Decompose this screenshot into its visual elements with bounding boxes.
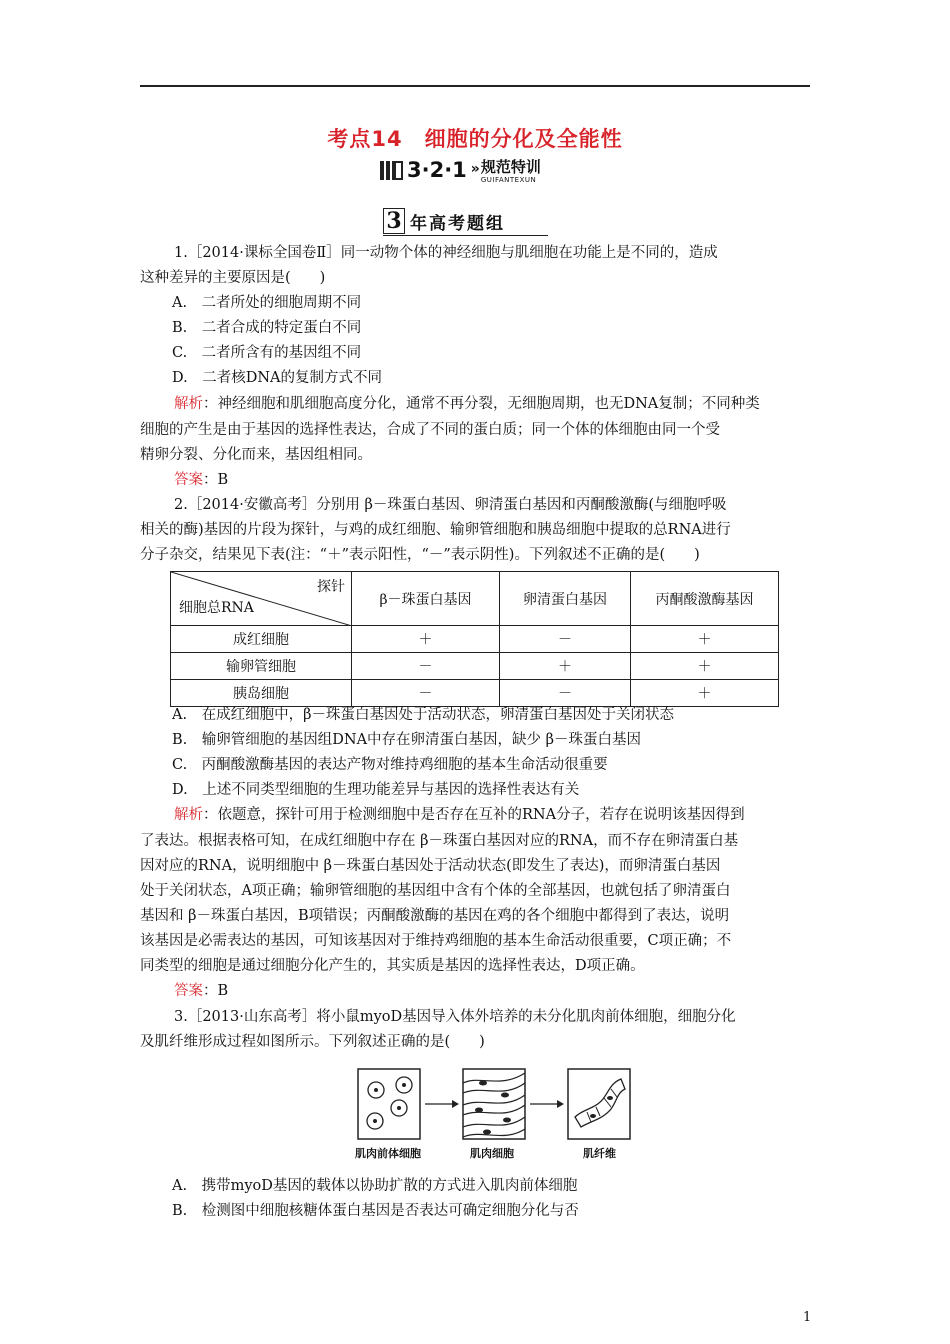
table-row: [171, 626, 779, 653]
figure-caption: 肌肉前体细胞: [355, 1147, 421, 1160]
q3-line: 及肌纤维形成过程如图所示。下列叙述正确的是( ): [140, 1034, 485, 1050]
differentiation-figure: [355, 1065, 635, 1165]
q2-answer: [174, 981, 844, 1001]
q1-option-d: D. 二者核DNA的复制方式不同: [172, 370, 383, 386]
analysis-label: 解析: [174, 807, 203, 823]
q2-line: 分子杂交，结果见下表(注：“＋”表示阳性，“－”表示阴性)。下列叙述不正确的是( ): [140, 547, 700, 563]
muscle-fiber-panel: [568, 1069, 630, 1139]
table-header: β－珠蛋白基因: [352, 572, 500, 626]
table-cell: ＋: [631, 653, 779, 680]
banner-pinyin: GUIFANTEXUN: [480, 176, 537, 184]
section-title: 年高考题组: [410, 214, 505, 234]
q2-option-b: B. 输卵管细胞的基因组DNA中存在卵清蛋白基因，缺少 β－珠蛋白基因: [172, 732, 642, 748]
double-chevron-icon: »: [470, 161, 480, 177]
analysis-label: 解析: [174, 396, 203, 412]
q2-analysis-line: 处于关闭状态，A项正确；输卵管细胞的基因组中含有个体的全部基因，也就包括了卵清蛋白: [140, 883, 731, 899]
table-cell: －: [352, 653, 500, 680]
q1-analysis-line: 精卵分裂、分化而来，基因组相同。: [140, 447, 372, 463]
banner-k-icon: [392, 161, 403, 180]
page-number: 1: [803, 1310, 812, 1325]
q2-line: 2.［2014·安徽高考］分别用 β－珠蛋白基因、卵清蛋白基因和丙酮酸激酶(与细胞呼吸: [174, 497, 727, 513]
q2-option-d: D. 上述不同类型细胞的生理功能差异与基因的选择性表达有关: [172, 782, 580, 798]
table-cell: 成红细胞: [171, 626, 352, 653]
table-cell: ＋: [500, 653, 631, 680]
q2-line: 相关的酶)基因的片段为探针，与鸡的成红细胞、输卵管细胞和胰岛细胞中提取的总RNA进行: [140, 522, 731, 538]
table-cell: －: [352, 680, 500, 707]
q3-line: 3.［2013·山东高考］将小鼠myoD基因导入体外培养的未分化肌肉前体细胞，细胞分化: [174, 1009, 736, 1025]
q1-option-a: A. 二者所处的细胞周期不同: [172, 295, 362, 311]
table-cell: ＋: [352, 626, 500, 653]
table-header-row: [171, 572, 779, 626]
q2-analysis-line: 因对应的RNA，说明细胞中 β－珠蛋白基因处于活动状态(即发生了表达)，而卵清蛋白基因: [140, 858, 721, 874]
figure-caption: 肌纤维: [583, 1147, 616, 1160]
banner-text: 规范特训: [480, 158, 541, 176]
banner-nums: 3·2·1: [407, 158, 467, 182]
analysis-text: ：依题意，探针可用于检测细胞中是否存在互补的RNA分子，若存在说明该基因得到: [203, 807, 745, 823]
table-header: 卵清蛋白基因: [500, 572, 631, 626]
table-row: [171, 653, 779, 680]
q2-option-c: C. 丙酮酸激酶基因的表达产物对维持鸡细胞的基本生命活动很重要: [172, 757, 608, 773]
table-cell: 输卵管细胞: [171, 653, 352, 680]
top-rule: [140, 85, 810, 87]
figure-caption: 肌肉细胞: [470, 1147, 514, 1160]
q2-analysis-line: 同类型的细胞是通过细胞分化产生的，其实质是基因的选择性表达，D项正确。: [140, 958, 645, 974]
banner-321: [380, 158, 541, 190]
table-cell: 胰岛细胞: [171, 680, 352, 707]
q2-analysis-line: 了表达。根据表格可知，在成红细胞中存在 β－珠蛋白基因对应的RNA，而不存在卵清蛋白基: [140, 833, 739, 849]
corner-bottom-label: 细胞总RNA: [179, 600, 254, 616]
table-row: [171, 680, 779, 707]
q1-analysis: [174, 394, 844, 414]
q3-option-b: B. 检测图中细胞核糖体蛋白基因是否表达可确定细胞分化与否: [172, 1203, 579, 1219]
analysis-text: ：神经细胞和肌细胞高度分化，通常不再分裂，无细胞周期，也无DNA复制；不同种类: [203, 396, 760, 412]
arrow-icon: [425, 1100, 459, 1108]
muscle-cells-panel: [463, 1069, 525, 1139]
section-number: 3: [383, 208, 405, 234]
q1-option-b: B. 二者合成的特定蛋白不同: [172, 320, 362, 336]
table-cell: －: [500, 626, 631, 653]
q2-analysis-line: 基因和 β－珠蛋白基因，B项错误；丙酮酸激酶的基因在鸡的各个细胞中都得到了表达，说明: [140, 908, 730, 924]
answer-label: 答案: [174, 983, 203, 999]
section-underline: [383, 235, 548, 236]
q1-line: 1.［2014·课标全国卷Ⅱ］同一动物个体的神经细胞与肌细胞在功能上是不同的，造成: [174, 245, 718, 261]
page-title: 考点14 细胞的分化及全能性: [327, 127, 623, 151]
table-cell: ＋: [631, 626, 779, 653]
answer-text: ：B: [203, 472, 229, 488]
q2-analysis: [174, 805, 844, 825]
table-cell: －: [500, 680, 631, 707]
q1-line: 这种差异的主要原因是( ): [140, 270, 326, 286]
q3-option-a: A. 携带myoD基因的载体以协助扩散的方式进入肌肉前体细胞: [172, 1178, 578, 1194]
q2-option-a: A. 在成红细胞中，β－珠蛋白基因处于活动状态，卵清蛋白基因处于关闭状态: [172, 707, 674, 723]
q1-option-c: C. 二者所含有的基因组不同: [172, 345, 362, 361]
table-header: 丙酮酸激酶基因: [631, 572, 779, 626]
precursor-cells-panel: [358, 1069, 420, 1139]
table-corner-cell: [171, 572, 352, 626]
answer-label: 答案: [174, 472, 203, 488]
q2-analysis-line: 该基因是必需表达的基因，可知该基因对于维持鸡细胞的基本生命活动很重要，C项正确；不: [140, 933, 732, 949]
figure-drawing: [355, 1065, 635, 1145]
banner-logo-icon: [380, 161, 390, 180]
hybridization-table: [170, 571, 779, 707]
arrow-icon: [530, 1100, 564, 1108]
q1-answer: [174, 470, 844, 490]
section-heading: [383, 208, 563, 236]
answer-text: ：B: [203, 983, 229, 999]
q1-analysis-line: 细胞的产生是由于基因的选择性表达，合成了不同的蛋白质；同一个体的体细胞由同一个受: [140, 422, 720, 438]
table-cell: ＋: [631, 680, 779, 707]
corner-top-label: 探针: [317, 579, 345, 595]
